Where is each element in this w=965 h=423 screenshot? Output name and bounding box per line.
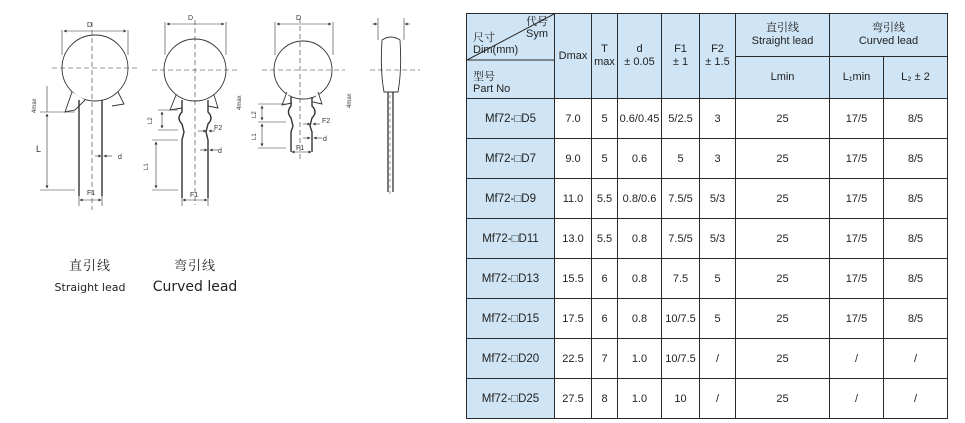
corner-sym-zh: 代号: [526, 16, 548, 28]
cell-lmin: 25: [736, 339, 830, 379]
cell-l2: /: [884, 379, 948, 419]
cell-lmin: 25: [736, 379, 830, 419]
header-straight-lead: [736, 14, 830, 57]
cell-f1: 7.5/5: [662, 179, 700, 219]
cell-t: 5: [592, 99, 618, 139]
dim-label-d-lead: d: [118, 154, 122, 161]
table-row: [467, 379, 948, 419]
corner-dim-en: Dim(mm): [473, 44, 519, 56]
dim-label-f1: F1: [87, 190, 96, 197]
header-d-line2: ± 0.05: [624, 56, 655, 68]
cell-l2: 8/5: [884, 219, 948, 259]
cell-l2: 8/5: [884, 99, 948, 139]
caption-curved-zh: 弯引线: [173, 259, 216, 274]
cell-d: 0.6: [618, 139, 662, 179]
dim-label-d-upper-3: D: [296, 15, 302, 22]
table-row: [467, 219, 948, 259]
dim-label-l: L: [36, 144, 42, 154]
header-straight-zh: 直引线: [766, 21, 799, 34]
cell-d: 1.0: [618, 379, 662, 419]
table-row: [467, 99, 948, 139]
cell-f2: 3: [700, 99, 736, 139]
corner-dim-zh: 尺寸: [473, 32, 495, 44]
cell-d: 1.0: [618, 339, 662, 379]
header-f1-line2: ± 1: [672, 56, 689, 68]
corner-part-zh: 型号: [473, 71, 495, 83]
cell-lmin: 25: [736, 259, 830, 299]
cell-f1: 5/2.5: [662, 99, 700, 139]
header-curved-lead: [830, 14, 948, 57]
cell-f2: 5/3: [700, 179, 736, 219]
cell-l2: /: [884, 339, 948, 379]
dim-label-f2: F2: [214, 125, 223, 132]
header-t-line2: max: [594, 56, 615, 68]
header-lmin: Lmin: [736, 56, 830, 99]
cell-dmax: 11.0: [555, 179, 592, 219]
table-row: [467, 259, 948, 299]
cell-d: 0.8: [618, 259, 662, 299]
header-f2-line1: F2: [711, 43, 724, 55]
cell-part: Mf72-□D15: [467, 299, 555, 339]
cell-l2: 8/5: [884, 259, 948, 299]
cell-f1: 7.5: [662, 259, 700, 299]
dim-label-4max-2: 4max: [237, 95, 243, 110]
cell-part: Mf72-□D11: [467, 219, 555, 259]
dim-label-d-lead-3: d: [323, 136, 327, 143]
cell-dmax: 7.0: [555, 99, 592, 139]
cell-dmax: 27.5: [555, 379, 592, 419]
cell-f2: 5: [700, 299, 736, 339]
cell-dmax: 17.5: [555, 299, 592, 339]
header-f1-line1: F1: [674, 43, 687, 55]
dim-label-f2-3: F2: [322, 118, 331, 125]
cell-dmax: 22.5: [555, 339, 592, 379]
corner-part-en: Part No: [473, 83, 511, 95]
cell-f1: 7.5/5: [662, 219, 700, 259]
header-l1min: L₁min: [830, 56, 884, 99]
cell-f2: /: [700, 379, 736, 419]
curved-lead-figure-large: [152, 20, 240, 206]
cell-part: Mf72-□D13: [467, 259, 555, 299]
header-d-line1: d: [636, 43, 643, 55]
dim-label-4max: 4max: [32, 98, 38, 113]
side-view-figure: [370, 18, 420, 195]
header-f2: [700, 14, 736, 99]
header-curved-en: Curved lead: [858, 34, 919, 47]
cell-l1min: 17/5: [830, 219, 884, 259]
cell-l1min: 17/5: [830, 139, 884, 179]
cell-l1min: /: [830, 379, 884, 419]
cell-l2: 8/5: [884, 299, 948, 339]
header-d: [618, 14, 662, 99]
header-f2-line2: ± 1.5: [705, 56, 730, 68]
cell-f2: 3: [700, 139, 736, 179]
cell-part: Mf72-□D25: [467, 379, 555, 419]
dim-label-f1-3: F1: [296, 145, 305, 152]
cell-d: 0.6/0.45: [618, 99, 662, 139]
cell-part: Mf72-□D5: [467, 99, 555, 139]
straight-lead-figure: [40, 22, 138, 210]
cell-l1min: 17/5: [830, 259, 884, 299]
cell-t: 5.5: [592, 219, 618, 259]
table-row: [467, 299, 948, 339]
spec-table-body: [467, 99, 948, 419]
caption-straight-zh: 直引线: [68, 259, 111, 274]
cell-dmax: 15.5: [555, 259, 592, 299]
cell-part: Mf72-□D7: [467, 139, 555, 179]
header-t: [592, 14, 618, 99]
cell-d: 0.8: [618, 299, 662, 339]
dim-label-l2-3: L2: [252, 111, 258, 118]
corner-sym-en: Sym: [526, 28, 548, 40]
cell-f1: 5: [662, 139, 700, 179]
header-straight-en: Straight lead: [751, 34, 814, 47]
dim-label-d-upper: D: [87, 22, 93, 29]
caption-straight-en: Straight lead: [54, 281, 126, 294]
header-f1: [662, 14, 700, 99]
table-row: [467, 179, 948, 219]
dim-label-f1-2: F1: [190, 192, 199, 199]
dim-label-d-upper-2: D: [188, 15, 194, 22]
cell-part: Mf72-□D9: [467, 179, 555, 219]
cell-l1min: /: [830, 339, 884, 379]
cell-f2: 5/3: [700, 219, 736, 259]
cell-f1: 10/7.5: [662, 339, 700, 379]
cell-t: 5.5: [592, 179, 618, 219]
curved-lead-figure-small: [258, 18, 345, 160]
dimension-drawings: [0, 0, 455, 423]
corner-header-cell: [467, 14, 555, 99]
cell-t: 8: [592, 379, 618, 419]
dim-label-l1-3: L1: [252, 133, 258, 140]
cell-lmin: 25: [736, 99, 830, 139]
cell-part: Mf72-□D20: [467, 339, 555, 379]
cell-f1: 10: [662, 379, 700, 419]
cell-l2: 8/5: [884, 139, 948, 179]
cell-l1min: 17/5: [830, 179, 884, 219]
cell-t: 6: [592, 299, 618, 339]
cell-t: 5: [592, 139, 618, 179]
cell-d: 0.8/0.6: [618, 179, 662, 219]
cell-l2: 8/5: [884, 179, 948, 219]
header-dmax: Dmax: [555, 14, 592, 99]
cell-f1: 10/7.5: [662, 299, 700, 339]
cell-d: 0.8: [618, 219, 662, 259]
cell-l1min: 17/5: [830, 99, 884, 139]
dim-label-d-lead-2: d: [218, 148, 222, 155]
dim-label-l1: L1: [144, 163, 150, 170]
header-curved-zh: 弯引线: [872, 21, 905, 34]
cell-l1min: 17/5: [830, 299, 884, 339]
dim-label-4max-3: 4max: [347, 93, 353, 108]
spec-table: [466, 13, 948, 419]
cell-t: 7: [592, 339, 618, 379]
table-row: [467, 339, 948, 379]
cell-lmin: 25: [736, 139, 830, 179]
cell-dmax: 13.0: [555, 219, 592, 259]
dim-label-l2: L2: [148, 117, 154, 124]
caption-curved-en: Curved lead: [152, 279, 238, 295]
cell-f2: /: [700, 339, 736, 379]
cell-lmin: 25: [736, 299, 830, 339]
header-t-line1: T: [601, 43, 608, 55]
cell-dmax: 9.0: [555, 139, 592, 179]
header-l2: L₂ ± 2: [884, 56, 948, 99]
cell-t: 6: [592, 259, 618, 299]
cell-f2: 5: [700, 259, 736, 299]
table-row: [467, 139, 948, 179]
cell-lmin: 25: [736, 219, 830, 259]
cell-lmin: 25: [736, 179, 830, 219]
